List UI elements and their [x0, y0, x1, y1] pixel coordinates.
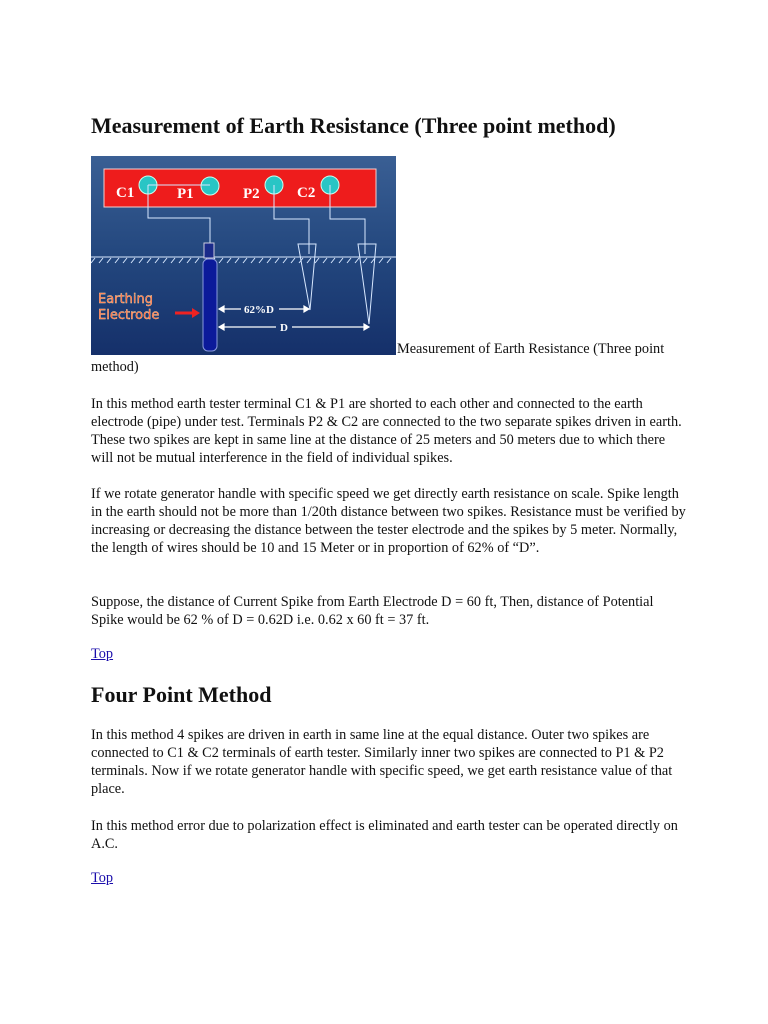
paragraph: Suppose, the distance of Current Spike from Earth Electrode D = 60 ft, Then, distance of Potential Spike would be 62 % of D = 0.62D i.e. 0.62 x 60 ft = 37 ft. — [91, 594, 654, 628]
top-link[interactable]: Top — [91, 646, 114, 662]
terminal-c2-label: C2 — [297, 185, 316, 201]
top-link[interactable]: Top — [91, 870, 114, 886]
terminal-p2-label: P2 — [243, 186, 260, 202]
three-point-method-diagram — [91, 156, 396, 355]
electrode-label: Electrode — [98, 308, 160, 323]
figure-caption: Measurement of Earth Resistance (Three point method) — [91, 341, 665, 375]
paragraph: In this method earth tester terminal C1 & P1 are shorted to each other and connected to the earth electrode (pipe) under test. Terminals P2 & C2 are connected to the two separate spikes driven in earth. These two spikes are kept in same line at the distance of 25 meters and 50 meters due to which there will not be mutual interference in the field of individual spikes. — [91, 396, 682, 466]
paragraph: If we rotate generator handle with specific speed we get directly earth resistance on scale. Spike length in the earth should not be more than 1/20th distance between two spikes. Resistance must be verified by increasing or decreasing the distance between the tester electrode and the spikes by 5 meter. Normally, the length of wires should be 10 and 15 Meter or in proportion of 62% of “D”. — [91, 486, 686, 556]
terminal-p1-label: P1 — [177, 186, 194, 202]
paragraph: In this method 4 spikes are driven in earth in same line at the equal distance. Outer two spikes are connected to C1 & C2 terminals of earth tester. Similarly inner two spikes are connected to P1 & P2 terminals. Now if we rotate generator handle with specific speed, we get earth resistance value of that place. — [91, 727, 673, 797]
terminal-c1-label: C1 — [116, 185, 135, 201]
dimension-62-percent-d: 62%D — [244, 304, 274, 316]
section-title-three-point: Measurement of Earth Resistance (Three point method) — [91, 113, 616, 138]
dimension-d: D — [280, 322, 288, 334]
earthing-label: Earthing — [98, 292, 153, 307]
paragraph: In this method error due to polarization effect is eliminated and earth tester can be operated directly on A.C. — [91, 818, 678, 852]
section-title-four-point: Four Point Method — [91, 682, 272, 707]
